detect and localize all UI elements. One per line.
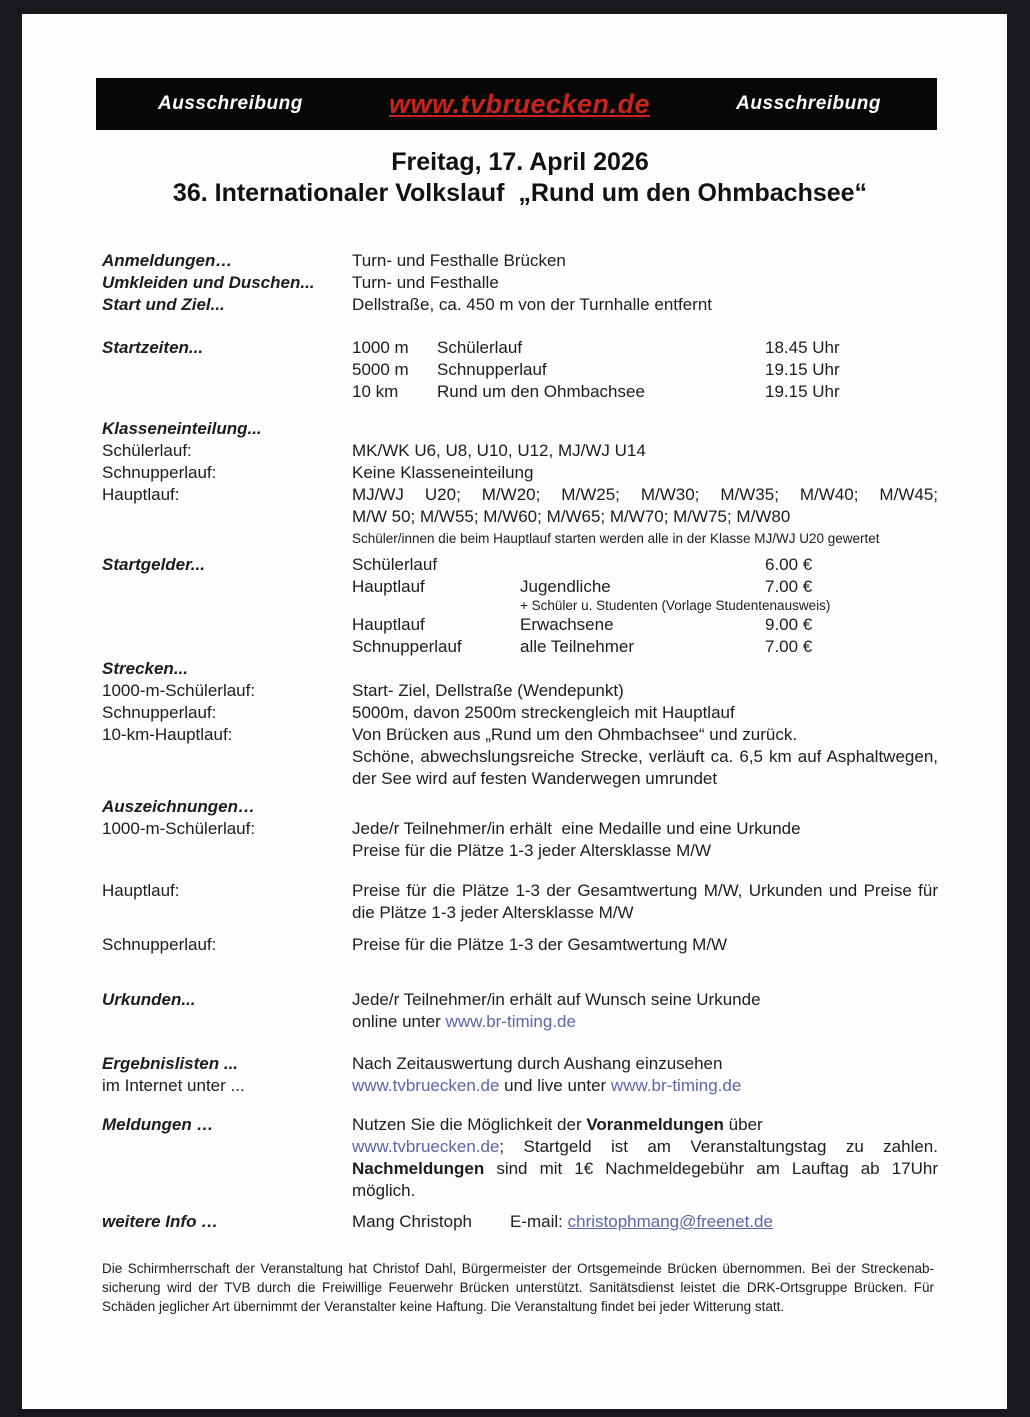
startzeiten-row-2 bbox=[102, 359, 938, 381]
row-value bbox=[352, 989, 938, 1033]
urkunden-row bbox=[102, 989, 938, 1033]
urkunden-line-2 bbox=[352, 1011, 938, 1033]
section-startgelder bbox=[102, 554, 938, 658]
fee-category: Schnupperlauf bbox=[352, 637, 462, 656]
row-value bbox=[352, 484, 938, 528]
row-value: Preise für die Plätze 1-3 der Gesamtwertung M/W bbox=[352, 935, 728, 954]
row-value: Dellstraße, ca. 450 m von der Turnhalle entfernt bbox=[352, 295, 713, 314]
section-strecken bbox=[102, 658, 938, 790]
klassen-schnupperlauf-row bbox=[102, 462, 938, 484]
row-value bbox=[352, 1114, 943, 1202]
meldungen-paragraph bbox=[352, 1136, 943, 1202]
urkunden-line-1: Jede/r Teilnehmer/in erhält auf Wunsch seine Urkunde bbox=[352, 990, 761, 1009]
section-heading: Strecken... bbox=[102, 659, 188, 678]
strecken-row-3 bbox=[102, 724, 938, 790]
tvbruecken-link[interactable]: www.tvbruecken.de bbox=[352, 1137, 500, 1156]
section-label: weitere Info … bbox=[102, 1212, 219, 1231]
header-banner bbox=[96, 78, 937, 130]
distance: 5000 m bbox=[352, 360, 409, 379]
row-value: Nach Zeitauswertung durch Aushang einzusehen bbox=[352, 1054, 723, 1073]
banner-website-link[interactable]: www.tvbruecken.de bbox=[388, 88, 651, 119]
banner-label-left: Ausschreibung bbox=[158, 93, 303, 114]
strecken-heading-row bbox=[102, 658, 938, 680]
start-time: 18.45 Uhr bbox=[765, 338, 840, 357]
br-timing-link[interactable]: www.br-timing.de bbox=[610, 1076, 742, 1095]
row-value: Keine Klasseneinteilung bbox=[352, 463, 534, 482]
fee-price: 7.00 € bbox=[765, 637, 813, 656]
section-meldungen bbox=[102, 1114, 943, 1202]
row-value: Turn- und Festhalle bbox=[352, 273, 499, 292]
meldungen-text: über bbox=[723, 1115, 763, 1134]
strecken-description: Schöne, abwechslungsreiche Strecke, verläuft ca. 6,5 km auf Asphaltwegen, der See wird auf festen Wanderwegen umrundet bbox=[352, 747, 938, 788]
fee-group: Erwachsene bbox=[520, 615, 614, 634]
fee-entry bbox=[352, 636, 938, 658]
row-label: Start und Ziel... bbox=[102, 295, 225, 314]
meldungen-text: ; Startgeld ist am Veranstaltungstag zu zahlen. bbox=[499, 1137, 943, 1156]
auszeichnungen-schueler-row bbox=[102, 818, 938, 862]
fee-price: 9.00 € bbox=[765, 615, 813, 634]
row-label: Schülerlauf: bbox=[102, 441, 192, 460]
fee-group: Jugendliche bbox=[520, 577, 611, 596]
fee-entry bbox=[352, 576, 938, 598]
section-weitere-info bbox=[102, 1211, 938, 1233]
fee-price: 7.00 € bbox=[765, 577, 813, 596]
section-heading: Auszeichnungen… bbox=[102, 797, 256, 816]
startzeiten-entry bbox=[352, 381, 938, 403]
row-label: Hauptlauf: bbox=[102, 881, 180, 900]
section-label: Urkunden... bbox=[102, 990, 196, 1009]
section-label: Startgelder... bbox=[102, 555, 205, 574]
auszeichnungen-haupt-row bbox=[102, 880, 938, 924]
voranmeldungen-bold: Voranmeldungen bbox=[586, 1115, 724, 1134]
row-umkleiden bbox=[102, 272, 938, 294]
row-label: im Internet unter ... bbox=[102, 1076, 245, 1095]
meldungen-text: sind mit 1€ Nachmeldegebühr am Lauftag ab 17Uhr möglich. bbox=[352, 1159, 943, 1200]
startgelder-note-row bbox=[102, 598, 938, 614]
fee-group: alle Teilnehmer bbox=[520, 637, 635, 656]
klassen-note: Schüler/innen die beim Hauptlauf starten werden alle in der Klasse MJ/WJ U20 gewertet bbox=[352, 531, 880, 546]
event-date: Freitag, 17. April 2026 bbox=[391, 148, 649, 176]
row-label: Anmeldungen… bbox=[102, 251, 233, 270]
startgelder-note: + Schüler u. Studenten (Vorlage Studentenausweis) bbox=[520, 598, 831, 613]
startzeiten-row-3 bbox=[102, 381, 938, 403]
award-line-1: Jede/r Teilnehmer/in erhält eine Medaille und eine Urkunde bbox=[352, 819, 801, 838]
contact-name: Mang Christoph bbox=[352, 1212, 473, 1231]
section-label: Startzeiten... bbox=[102, 338, 204, 357]
row-value: Turn- und Festhalle Brücken bbox=[352, 251, 566, 270]
document-page bbox=[22, 14, 1007, 1409]
section-label: Meldungen … bbox=[102, 1115, 214, 1134]
race-name: Schnupperlauf bbox=[437, 360, 547, 379]
klassen-line-1: MJ/WJ U20; M/W20; M/W25; M/W30; M/W35; M/W40; M/W45; bbox=[352, 485, 938, 504]
strecken-row-2 bbox=[102, 702, 938, 724]
row-value: 5000m, davon 2500m streckengleich mit Hauptlauf bbox=[352, 703, 735, 722]
row-anmeldungen bbox=[102, 250, 938, 272]
section-auszeichnungen bbox=[102, 796, 938, 956]
email-label: E-mail: bbox=[510, 1212, 568, 1231]
fee-entry bbox=[352, 614, 938, 636]
fee-price: 6.00 € bbox=[765, 555, 813, 574]
row-value bbox=[352, 1075, 938, 1097]
klassen-heading-row bbox=[102, 418, 938, 440]
row-label: 1000-m-Schülerlauf: bbox=[102, 819, 256, 838]
row-label: Schnupperlauf: bbox=[102, 463, 217, 482]
startzeiten-entry bbox=[352, 359, 938, 381]
row-label: Hauptlauf: bbox=[102, 485, 180, 504]
section-urkunden bbox=[102, 989, 938, 1033]
klassen-note-row bbox=[102, 531, 938, 547]
row-value: MK/WK U6, U8, U10, U12, MJ/WJ U14 bbox=[352, 441, 646, 460]
startgelder-row-2 bbox=[102, 576, 938, 598]
klassen-schuelerlauf-row bbox=[102, 440, 938, 462]
fee-group bbox=[520, 554, 765, 576]
startgelder-row-3 bbox=[102, 614, 938, 636]
section-ergebnislisten bbox=[102, 1053, 938, 1097]
ergebnislisten-mid-text: und live unter bbox=[499, 1076, 611, 1095]
ergebnislisten-row-1 bbox=[102, 1053, 938, 1075]
footer-disclaimer: Die Schirmherrschaft der Veranstaltung hat Christof Dahl, Bürgermeister der Ortsgemeinde Brücken übernommen. Bei der Streckenabsicherung wird der TVB durch die Freiwillige Feuerwehr Brücken unterstützt. Sanitätsdienst leistet die DRK-Ortsgruppe Brücken. Für Schäden jeglicher Art übernimmt der Veranstalter keine Haftung. Die Veranstaltung findet bei jeder Witterung statt. bbox=[102, 1261, 934, 1314]
meldungen-row bbox=[102, 1114, 943, 1202]
start-time: 19.15 Uhr bbox=[765, 382, 840, 401]
section-venue bbox=[102, 250, 938, 316]
klassen-hauptlauf-row bbox=[102, 484, 938, 528]
strecken-line-1: Von Brücken aus „Rund um den Ohmbachsee“ und zurück. bbox=[352, 725, 798, 744]
event-name: 36. Internationaler Volkslauf „Rund um den Ohmbachsee“ bbox=[172, 179, 868, 207]
section-startzeiten bbox=[102, 337, 938, 403]
section-label: Ergebnislisten ... bbox=[102, 1054, 239, 1073]
ergebnislisten-row-2 bbox=[102, 1075, 938, 1097]
fee-category: Hauptlauf bbox=[352, 615, 425, 634]
row-label: 10-km-Hauptlauf: bbox=[102, 725, 233, 744]
strecken-row-1 bbox=[102, 680, 938, 702]
event-title bbox=[102, 147, 938, 209]
tvbruecken-link[interactable]: www.tvbruecken.de bbox=[352, 1076, 500, 1095]
row-value: Preise für die Plätze 1-3 der Gesamtwertung M/W, Urkunden und Preise für die Plätze 1-3 jeder Altersklasse M/W bbox=[352, 881, 938, 922]
award-line-2: Preise für die Plätze 1-3 jeder Altersklasse M/W bbox=[352, 841, 712, 860]
weitere-info-row bbox=[102, 1211, 938, 1233]
start-time: 19.15 Uhr bbox=[765, 360, 840, 379]
row-value bbox=[352, 724, 938, 790]
section-klasseneinteilung bbox=[102, 418, 938, 547]
row-value bbox=[352, 818, 938, 862]
banner-label-right: Ausschreibung bbox=[736, 93, 881, 114]
row-value: Start- Ziel, Dellstraße (Wendepunkt) bbox=[352, 681, 624, 700]
br-timing-link[interactable]: www.br-timing.de bbox=[445, 1012, 576, 1031]
auszeichnungen-schnupper-row bbox=[102, 934, 938, 956]
startzeiten-entry bbox=[352, 337, 938, 359]
email-link[interactable]: christophmang@freenet.de bbox=[567, 1212, 773, 1231]
fee-category: Schülerlauf bbox=[352, 555, 438, 574]
fee-entry bbox=[352, 554, 938, 576]
section-heading: Klasseneinteilung... bbox=[102, 419, 262, 438]
row-value bbox=[352, 1211, 938, 1233]
row-label: 1000-m-Schülerlauf: bbox=[102, 681, 256, 700]
row-label: Schnupperlauf: bbox=[102, 935, 217, 954]
urkunden-line-2-text: online unter bbox=[352, 1012, 446, 1031]
row-start-ziel bbox=[102, 294, 938, 316]
startgelder-row-1 bbox=[102, 554, 938, 576]
fee-category: Hauptlauf bbox=[352, 577, 425, 596]
race-name: Rund um den Ohmbachsee bbox=[437, 382, 645, 401]
row-label: Umkleiden und Duschen... bbox=[102, 273, 315, 292]
distance: 10 km bbox=[352, 382, 399, 401]
startzeiten-row-1 bbox=[102, 337, 938, 359]
nachmeldungen-bold: Nachmeldungen bbox=[352, 1159, 485, 1178]
row-label: Schnupperlauf: bbox=[102, 703, 217, 722]
distance: 1000 m bbox=[352, 338, 409, 357]
meldungen-text: Nutzen Sie die Möglichkeit der bbox=[352, 1115, 587, 1134]
race-name: Schülerlauf bbox=[437, 338, 523, 357]
startgelder-row-4 bbox=[102, 636, 938, 658]
auszeichnungen-heading-row bbox=[102, 796, 938, 818]
klassen-line-2: M/W 50; M/W55; M/W60; M/W65; M/W70; M/W75; M/W80 bbox=[352, 507, 791, 526]
meldungen-line-1 bbox=[352, 1114, 938, 1136]
